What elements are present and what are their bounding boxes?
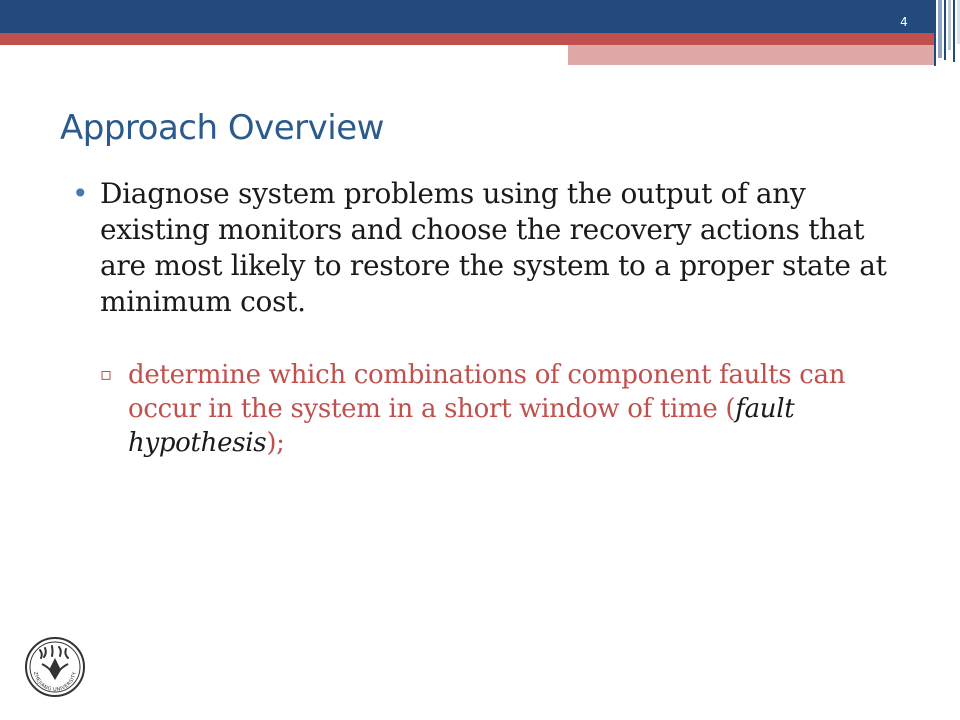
header-blue-bar xyxy=(0,0,934,33)
header-stripe xyxy=(948,0,951,50)
sub-bullet-text xyxy=(128,358,900,460)
sub-bullet-prefix: determine which combinations of component faults can occur in the system in a short window of time ( xyxy=(128,360,846,424)
header-stripe xyxy=(938,0,942,58)
header-stripe xyxy=(934,0,936,66)
slide-title: Approach Overview xyxy=(60,108,384,148)
sub-bullet xyxy=(100,358,900,460)
sub-bullet-emphasis: fault hypothesis xyxy=(128,394,795,458)
header-red-bar xyxy=(0,33,934,45)
slide-number: 4 xyxy=(900,15,908,29)
logo-text: ZHEJIANG UNIVERSITY xyxy=(32,671,78,694)
header-pink-bar xyxy=(568,45,934,65)
university-logo xyxy=(24,636,86,698)
bullet-marker: • xyxy=(72,177,89,210)
header-stripe xyxy=(944,0,946,60)
main-bullet-text: Diagnose system problems using the output of any existing monitors and choose the recovery actions that are most likely to restore the system to a proper state at minimum cost. xyxy=(100,177,887,318)
main-bullet xyxy=(72,176,902,320)
header-stripe xyxy=(953,0,955,62)
sub-bullet-suffix: ); xyxy=(266,428,285,458)
sub-bullet-marker: ▫ xyxy=(100,364,113,385)
